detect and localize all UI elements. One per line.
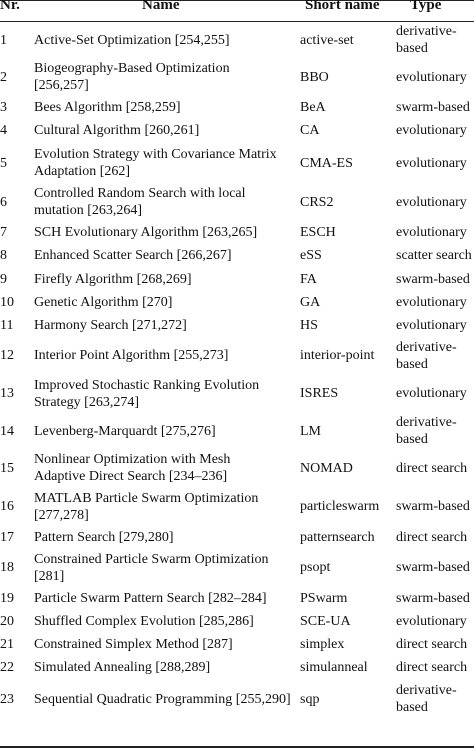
header-short-name: Short name [305,0,380,13]
method-name: Simulated Annealing [288,289] [34,660,211,675]
row-number: 20 [0,614,14,629]
short-name: CMA-ES [300,155,353,171]
row-number: 6 [0,194,7,210]
row-number: 23 [0,691,14,707]
table-row [0,118,474,143]
row-number: 11 [0,318,14,333]
row-number: 5 [0,155,7,171]
method-type: evolutionary [396,614,467,629]
method-name: Pattern Search [279,280] [34,530,174,545]
header-name: Name [142,0,180,13]
method-name: Sequential Quadratic Programming [255,290] [34,691,291,707]
row-number: 8 [0,248,7,263]
short-name: BBO [300,69,329,85]
row-number: 14 [0,423,14,439]
method-name: Particle Swarm Pattern Search [282–284] [34,590,267,606]
method-name: SCH Evolutionary Algorithm [263,265] [34,225,258,240]
short-name: BeA [300,99,326,115]
table-row [0,337,474,374]
method-name: Cultural Algorithm [260,261] [34,123,200,138]
method-type: swarm-based [396,590,470,606]
method-name: Bees Algorithm [258,259] [34,99,181,115]
table-row [0,549,474,586]
short-name: sqp [300,691,320,707]
table-row [0,314,474,337]
method-type: direct search [396,460,468,476]
method-name: MATLAB Particle Swarm Optimization [277,278] [34,490,259,523]
method-type: evolutionary [396,123,467,138]
row-number: 17 [0,530,14,545]
short-name: NOMAD [300,460,353,476]
method-type: evolutionary [396,386,467,401]
row-number: 4 [0,123,7,138]
table-row [0,526,474,549]
table-row [0,374,474,413]
short-name: interior-point [300,348,375,363]
method-name: Levenberg-Marquardt [275,276] [34,423,216,439]
method-type: swarm-based [396,560,470,575]
method-type: evolutionary [396,69,467,85]
header-nr: Nr. [0,0,20,13]
method-type: swarm-based [396,99,470,115]
short-name: simulanneal [300,660,368,675]
method-type: derivative- based [396,415,457,447]
table-row [0,610,474,633]
table-row [0,221,474,244]
row-number: 7 [0,225,7,240]
row-number: 12 [0,348,14,363]
short-name: patternsearch [300,530,375,545]
row-number: 15 [0,460,14,476]
table-row [0,413,474,449]
table-row [0,633,474,656]
table-row [0,679,474,719]
short-name: ESCH [300,225,336,240]
short-name: particleswarm [300,499,380,514]
table-row [0,449,474,487]
row-number: 22 [0,660,14,675]
method-name: Constrained Simplex Method [287] [34,637,233,652]
method-name: Constrained Particle Swarm Optimization [281] [34,551,269,584]
short-name: LM [300,423,321,439]
method-name: Enhanced Scatter Search [266,267] [34,248,232,263]
table-row [0,656,474,679]
method-type: swarm-based [396,499,470,514]
short-name: psopt [300,560,331,575]
short-name: PSwarm [300,590,348,606]
method-type: scatter search [396,248,472,263]
table-row [0,267,474,291]
method-name: Biogeography-Based Optimization [256,257] [34,61,230,93]
short-name: ISRES [300,386,339,401]
row-number: 1 [0,32,7,48]
method-name: Controlled Random Search with local mutation [263,264] [34,186,246,218]
method-name: Improved Stochastic Ranking Evolution Strategy [263,274] [34,377,260,410]
method-type: derivative- based [396,24,457,56]
header-type: Type [410,0,442,13]
row-number: 10 [0,295,14,310]
short-name: CA [300,123,320,138]
row-number: 16 [0,499,14,514]
table-row [0,96,474,118]
method-type: derivative- based [396,339,457,372]
method-type: evolutionary [396,194,467,210]
method-type: evolutionary [396,295,467,310]
method-name: Active-Set Optimization [254,255] [34,32,230,48]
short-name: HS [300,318,318,333]
table-top-rule [0,0,474,1]
short-name: simplex [300,637,345,652]
row-number: 2 [0,69,7,85]
method-name: Evolution Strategy with Covariance Matrix Adaptation [262] [34,147,277,179]
method-type: direct search [396,660,468,675]
row-number: 19 [0,590,14,606]
row-number: 3 [0,99,7,115]
table-row [0,143,474,183]
row-number: 9 [0,271,7,287]
table-row [0,291,474,314]
method-name: Firefly Algorithm [268,269] [34,271,192,287]
row-number: 13 [0,386,14,401]
table-row [0,244,474,267]
row-number: 18 [0,560,14,575]
table-row [0,183,474,221]
method-type: swarm-based [396,271,470,287]
method-type: evolutionary [396,318,467,333]
short-name: active-set [300,32,354,48]
method-type: evolutionary [396,225,467,240]
method-name: Shuffled Complex Evolution [285,286] [34,614,254,629]
method-name: Nonlinear Optimization with Mesh Adaptive Direct Search [234–236] [34,452,231,484]
method-type: evolutionary [396,155,467,171]
method-type: direct search [396,637,468,652]
table-row [0,487,474,526]
method-name: Genetic Algorithm [270] [34,295,173,310]
table-bottom-rule [0,746,474,748]
method-name: Harmony Search [271,272] [34,318,187,333]
short-name: CRS2 [300,194,334,210]
table-row [0,586,474,610]
short-name: eSS [300,248,322,263]
method-type: derivative- based [396,683,457,715]
short-name: FA [300,271,317,287]
method-name: Interior Point Algorithm [255,273] [34,348,229,363]
short-name: GA [300,295,321,310]
method-type: direct search [396,530,468,545]
table-row [0,58,474,96]
row-number: 21 [0,637,14,652]
short-name: SCE-UA [300,614,351,629]
table-row [0,22,474,58]
